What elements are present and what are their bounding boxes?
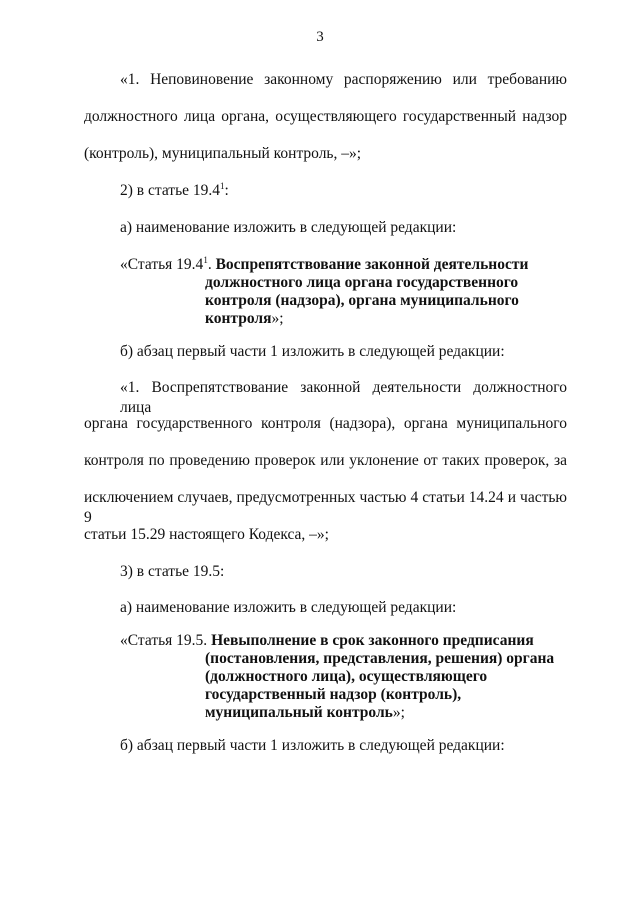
par1-line2: должностного лица органа, осуществляющего государственный надзор: [84, 108, 567, 125]
par2-line5: статьи 15.29 настоящего Кодекса, –»;: [84, 526, 329, 543]
par2-line4: исключением случаев, предусмотренных частью 4 статьи 14.24 и частью 9: [84, 489, 567, 526]
par2-line1: «1. Воспрепятствование законной деятельности должностного лица: [120, 379, 567, 416]
item2-tail: :: [224, 182, 229, 199]
art195-heading-line1: [120, 631, 534, 651]
art194-heading-line1: [120, 255, 528, 275]
art194-dot: .: [207, 256, 216, 273]
item3a-line: а) наименование изложить в следующей редакции:: [120, 599, 457, 616]
item2a-line: а) наименование изложить в следующей редакции:: [120, 219, 457, 236]
item2-line: [120, 181, 229, 201]
art194-title4-line: [205, 309, 284, 329]
art195-title1: Невыполнение в срок законного предписания: [211, 632, 534, 649]
art195-title5: муниципальный контроль: [205, 704, 393, 721]
art195-title5-tail: »;: [392, 704, 405, 721]
art195-prefix: «Статья 19.5.: [120, 632, 212, 649]
art194-prefix: «Статья 19.4: [120, 256, 204, 273]
art194-title1: Воспрепятствование законной деятельности: [215, 256, 529, 273]
art194-sup: 1: [203, 254, 208, 265]
item3b-line: б) абзац первый части 1 изложить в следующей редакции:: [120, 737, 505, 754]
item3-line: 3) в статье 19.5:: [120, 563, 225, 580]
item2b-line: б) абзац первый части 1 изложить в следующей редакции:: [120, 343, 505, 360]
item2-text: 2) в статье 19.4: [120, 182, 221, 199]
par2-line2: органа государственного контроля (надзора), органа муниципального: [84, 415, 567, 432]
art195-title2: (постановления, представления, решения) органа: [205, 650, 555, 667]
art195-title5-line: [205, 703, 405, 723]
art195-title3: (должностного лица), осуществляющего: [205, 668, 488, 685]
art194-title4-tail: »;: [271, 310, 284, 327]
art194-title3: контроля (надзора), органа муниципального: [205, 292, 519, 309]
art195-title4: государственный надзор (контроль),: [205, 686, 462, 703]
par1-line3: (контроль), муниципальный контроль, –»;: [84, 145, 362, 162]
art194-title2: должностного лица органа государственного: [205, 274, 519, 291]
par2-line3: контроля по проведению проверок или уклонение от таких проверок, за: [84, 452, 567, 469]
item2-sup: 1: [220, 180, 225, 191]
par1-line1: «1. Неповиновение законному распоряжению или требованию: [120, 71, 567, 88]
page-number: 3: [316, 29, 324, 45]
art194-title4: контроля: [205, 310, 272, 327]
